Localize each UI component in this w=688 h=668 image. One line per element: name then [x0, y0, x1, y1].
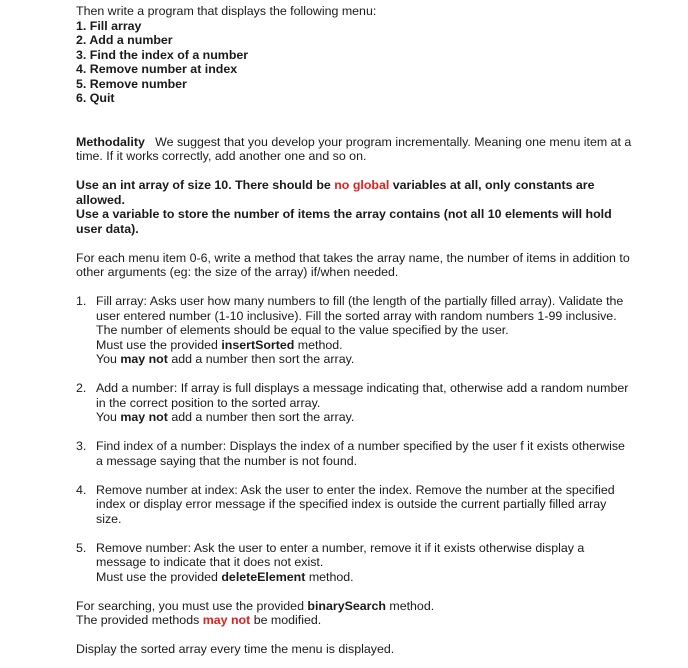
- constraint-array-size: [76, 178, 632, 207]
- task-may-pre: You: [96, 410, 121, 424]
- menu-item-remove-at-index: 4. Remove number at index: [76, 62, 238, 76]
- task-add-number: [76, 381, 632, 425]
- task-must-post: method.: [305, 569, 354, 584]
- task-must-pre: Must use the provided: [96, 569, 222, 584]
- intro-text: Then write a program that displays the following menu:: [76, 4, 377, 18]
- task-fill-array: [76, 294, 632, 367]
- task-may-pre: You: [96, 352, 121, 366]
- task-description: Find index of a number: Displays the index of a number specified by the user f it exists otherwise a message saying that the number is not found.: [96, 439, 625, 468]
- menu-item-find-index: 3. Find the index of a number: [76, 47, 249, 62]
- menu-item-remove-number: 5. Remove number: [76, 76, 187, 91]
- task-may-post: add a number then sort the array.: [167, 410, 355, 424]
- task-remove-number: [76, 541, 632, 585]
- task-number: 4.: [76, 482, 87, 497]
- constraint-text-pre: Use an int array of size 10. There should be: [76, 178, 335, 192]
- display-note: Display the sorted array every time the menu is displayed.: [76, 642, 395, 656]
- document-body: [76, 4, 632, 657]
- searching-note: [76, 599, 632, 614]
- menu-item-fill-array: 1. Fill array: [76, 18, 142, 33]
- provided-post: be modified.: [250, 613, 322, 627]
- task-description: Remove number at index: Ask the user to enter the index. Remove the number at the specified index or display error message if the specified index is outside the current partially filled array size.: [96, 482, 615, 526]
- task-must-pre: Must use the provided: [96, 337, 222, 352]
- menu-item-quit: 6. Quit: [76, 91, 115, 105]
- may-not-emphasis: may not: [120, 410, 168, 424]
- provided-note: [76, 613, 632, 628]
- task-number: 3.: [76, 439, 87, 453]
- methodality-text: We suggest that you develop your program incrementally. Meaning one menu item at a time. If it works correctly, add another one and so on.: [76, 134, 632, 163]
- searching-post: method.: [385, 598, 435, 613]
- may-not-modified-emphasis: may not: [202, 613, 251, 627]
- task-find-index: [76, 439, 632, 468]
- method-note: For each menu item 0-6, write a method that takes the array name, the number of items in addition to other arguments (eg: the size of the array) if/when needed.: [76, 250, 630, 279]
- task-number: 2.: [76, 381, 87, 395]
- task-number: 1.: [76, 294, 87, 308]
- may-not-emphasis: may not: [120, 352, 168, 366]
- methodality-label: Methodality: [76, 134, 145, 149]
- menu-item-add-number: 2. Add a number: [76, 33, 173, 47]
- task-remove-at-index: [76, 483, 632, 527]
- no-global-emphasis: no global: [334, 178, 390, 192]
- task-description: Add a number: If array is full displays a message indicating that, otherwise add a random number in the correct position to the sorted array.: [96, 381, 629, 410]
- binary-search-method: binarySearch: [307, 598, 386, 613]
- constraint-item-count: Use a variable to store the number of items the array contains (not all 10 elements will hold user data).: [76, 207, 612, 236]
- delete-element-method: deleteElement: [221, 569, 306, 584]
- task-list: [76, 294, 632, 584]
- searching-pre: For searching, you must use the provided: [76, 598, 308, 613]
- insert-sorted-method: insertSorted: [221, 337, 295, 352]
- provided-pre: The provided methods: [76, 613, 203, 627]
- task-number: 5.: [76, 540, 87, 555]
- task-may-post: add a number then sort the array.: [167, 352, 355, 366]
- task-description: Remove number: Ask the user to enter a number, remove it if it exists otherwise display a message to indicate that it does not exist.: [96, 540, 585, 569]
- task-must-post: method.: [294, 337, 343, 352]
- task-description: Fill array: Asks user how many numbers to fill (the length of the partially filled array). Validate the user entered number (1-10 inclusive). Fill the sorted array with random numbers 1-99 inclusive. The number of elements should be equal to the value specified by the user.: [96, 294, 624, 337]
- constraint-text-post: variables at all, only constants are allowed.: [76, 178, 595, 207]
- menu-list: [76, 19, 632, 106]
- methodality-paragraph: [76, 135, 632, 164]
